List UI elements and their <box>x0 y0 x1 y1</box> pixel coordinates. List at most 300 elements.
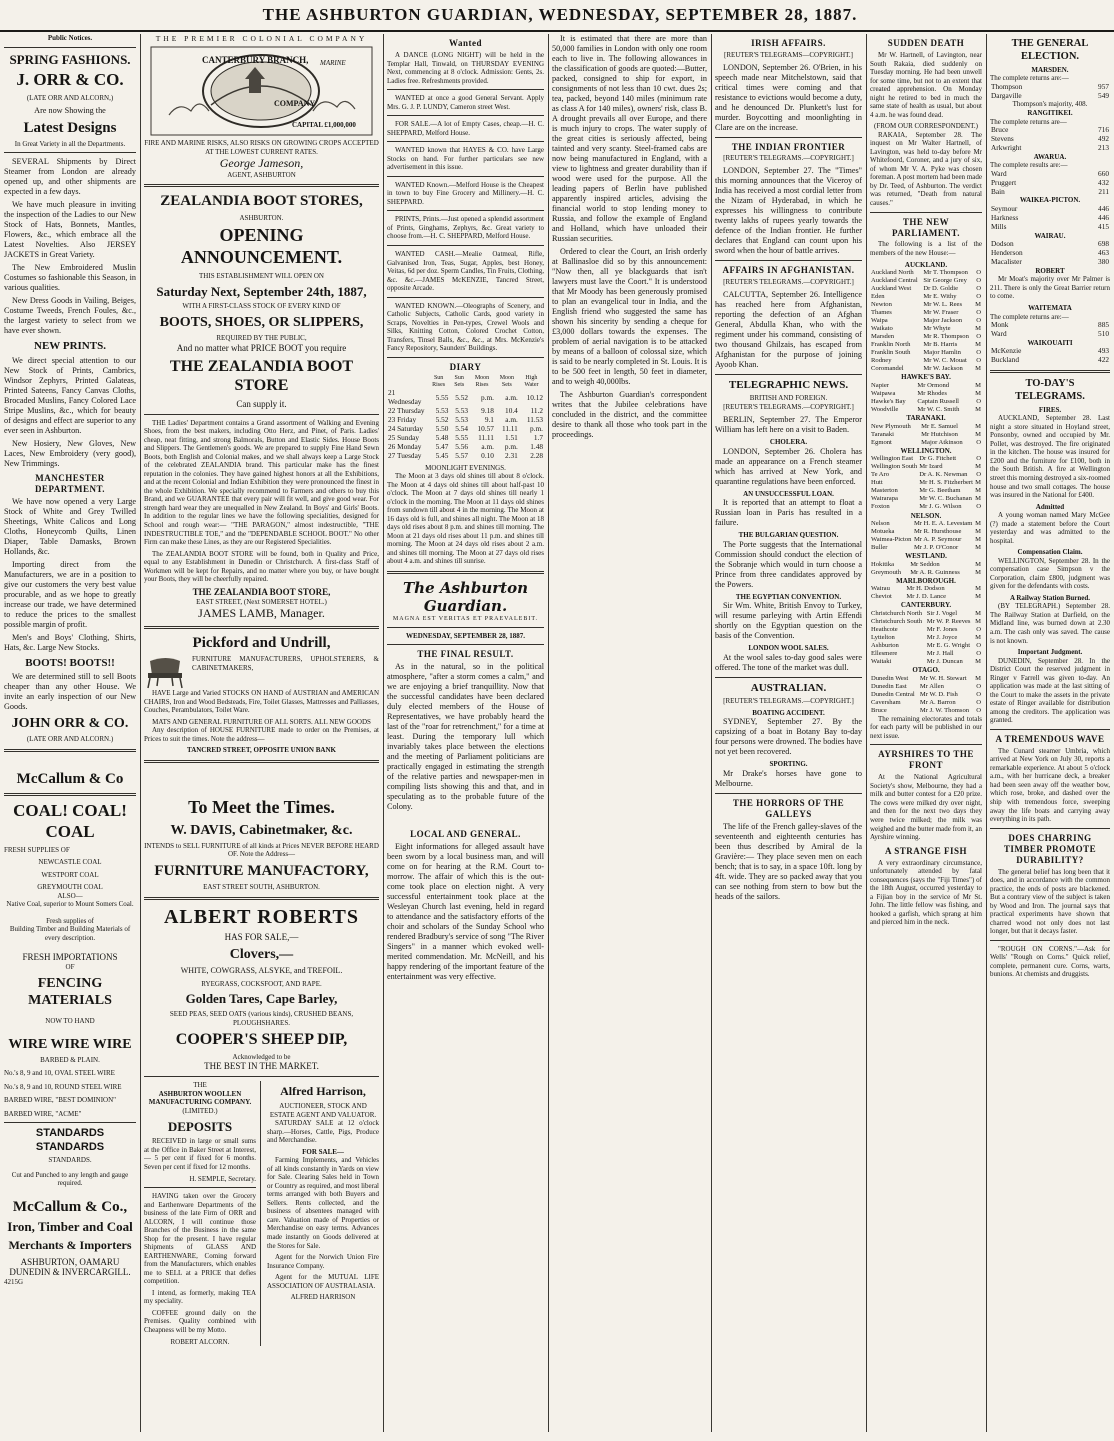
ad-paragraph: The New Embroidered Muslin Costumes so fashionable this Season, in various qualities. <box>4 263 136 293</box>
ad-headline: SPRING FASHIONS. <box>9 51 131 67</box>
parliament-row <box>870 658 982 666</box>
party-mark: M <box>975 463 981 471</box>
ad-text: EAST STREET, (Next SOMERSET HOTEL.) <box>196 597 327 606</box>
ad-paragraph: Farming Implements, and Vehicles of all kinds constantly in Yards on view for Sale. Clearing Sales held in Town or Country as required, and most liberal terms arranged with both Buyers and Sellers. Rents collected, and the business of absentees managed with care. Valuation made of Properties or Merchandise on easy terms. Advances made instantly on Goods delivered at the Stores for Sale. <box>267 1156 379 1250</box>
member-name: Major Jackson <box>923 317 963 325</box>
ad-paragraph: SATURDAY SALE at 12 o'clock sharp.—Horses, Cattle, Pigs, Produce and Merchandise. <box>267 1119 379 1145</box>
article-paragraph: LONDON, September 26. O'Brien, in his speech made near Mitchelstown, said that critical times were coming and that resistance to evictions would become a duty, and he denounced Dr. Plunkett's lust for murder. Boycotting and moonlighting in Clare are on the increase. <box>715 62 862 132</box>
article-paragraph: CALCUTTA, September 26. Intelligence has reached here from Afghanistan, reporting the defection of an Afghan General, Abdulla Khan, who with the regiment under his command, consisting of two thousand Ghilzais, has escaped from Afghanistan for the purpose of joining Ayoob Khan. <box>715 289 862 369</box>
electorate-name: Hawke's Bay <box>871 398 906 406</box>
ad-text: Native Coal, superior to Mount Somers Coal. <box>6 900 134 909</box>
electorate-name: Masterton <box>871 487 898 495</box>
party-mark: O <box>976 682 981 690</box>
parliament-region: WESTLAND. <box>905 552 947 561</box>
party-mark: O <box>976 333 981 341</box>
article-paragraph: The Cunard steamer Umbria, which arrived at New York on July 30, reports a remarkable experience. At about 5 o'clock a.m., with her hurricane deck, a breaker had been seen away off the weather bow, which rose, broke, and dashed over the ship with tremendous force, sweeping away the life boats and carrying away everything in its path. <box>990 746 1110 824</box>
party-mark: M <box>975 617 981 625</box>
article-paragraph: LONDON, September 27. The "Times" this morning announces that the Viceroy of India has received a most cordial letter from the Nizam of Hyderabad, in which he expresses his willingness to contribute twenty lakhs of rupees yearly towards the defence of the Indian frontier. He further declares that England can count upon his sword when the hour of battle arrives. <box>715 166 862 255</box>
divider <box>387 210 544 211</box>
ad-text: AUCTIONEER, STOCK AND ESTATE AGENT AND VALUATOR. <box>269 1102 377 1119</box>
ad-paragraph: Agent for the MUTUAL LIFE ASSOCIATION OF AUSTRALASIA. <box>267 1273 379 1290</box>
ad-text: (LIMITED.) <box>182 1107 218 1115</box>
ad-text: ALSO— <box>57 891 83 900</box>
ad-headline: COAL! COAL! COAL <box>13 801 127 841</box>
emblem-label: MARINE <box>320 59 346 68</box>
article-paragraph: It is estimated that there are more than 50,000 families in London with only one room each to live in. The following allowances in the classification of goods are quoted:—Butter, packed, consigned to ship for export, in consignments of not less than 10 cwt. dues 2s; tea, packed, beyond 140 miles (minimum rate as class A for 140 miles), owners' risk, class B. A drought prevails all over Europe, and there is much injury to crops. The water supply of the great cities is seriously affected, being tainted and very scanty. Steel-framed cabs are now being manufactured in England, with a view to lightness and greater durability than if wood were used for the purpose. All the leading papers of Berlin have published apparently inspired articles, advising the financial world to stop lending money to Russia, and follow the example of England and Holland, which have unloaded their Russian securities. <box>552 34 707 243</box>
parliament-region: CANTERBURY. <box>900 601 952 610</box>
member-name: Mr E. Samuel <box>921 422 958 430</box>
electorate-heading: WAIRAU. <box>1034 231 1066 240</box>
parliament-region: OTAGO. <box>912 666 940 675</box>
article-paragraph: Sir Wm. White, British Envoy to Turkey, will resume parleying with Artin Effendi shortly on the Egyptian question on the basis of the Convention. <box>715 601 862 641</box>
emblem-label: CANTERBURY BRANCH, <box>202 55 309 66</box>
ad-text: BARBED WIRE, "ACME" <box>4 1109 82 1118</box>
ad-text: DUNEDIN & INVERCARGILL. <box>9 1267 131 1278</box>
ad-subtitle: (LATE ORR AND ALCORN.) <box>26 735 114 744</box>
ad-text: WESTPORT COAL <box>41 870 99 879</box>
newspaper-motto: MAGNA EST VERITAS ET PRAEVALEBIT. <box>392 615 539 622</box>
member-name: Mr Whyte <box>923 325 951 333</box>
electorate-name: Motueka <box>871 528 895 536</box>
member-name: Dr G. Fitchett <box>919 455 957 463</box>
ad-paragraph: HAVING taken over the Grocery and Earthenware Departments of the business of the late Firm of ORR and ALCORN, I will continue those Branches of the Business in the same Shop for the present. I have regular Shipments of GLASS AND EARTHENWARE, Coming forward from the Manufacturers, which enables me to SELL at a PRICE that defies competition. <box>144 1192 256 1286</box>
diary-cell: 5.52 <box>435 415 449 425</box>
candidate-name: Monk <box>991 320 1009 330</box>
diary-cell: 1.48 <box>530 441 543 451</box>
article-subhead: AN UNSUCCESSFUL LOAN. <box>743 489 834 498</box>
member-name: Mr R. Thompson <box>923 333 969 341</box>
candidate-name: Buckland <box>991 355 1019 365</box>
ad-subtitle: In Great Variety in all the Departments. <box>14 139 126 148</box>
ad-firm-name: McCallum & Co <box>16 770 124 787</box>
ad-text: OF <box>65 963 75 972</box>
majority-note: Thompson's majority, 408. <box>1012 100 1088 109</box>
article-subhead: THE BULGARIAN QUESTION. <box>738 531 839 540</box>
divider <box>990 370 1110 373</box>
article-title: AFFAIRS IN AFGHANISTAN. <box>722 265 855 275</box>
article-subhead: LONDON WOOL SALES. <box>748 644 829 653</box>
classified-ad: WANTED KNOWN.—Oleographs of Scenery, and Catholic Subjects, Catholic Cards, good variety in Scraps, Novelties in Pen-types, Crewel Wools and Silks, Knitting Cotton, Colored Crochet Cotton, Transfers, Tinsel Balls, &c., &c., at Mrs. McKenzie's Fancy Repository, Saunders' Buildings. <box>387 301 544 353</box>
member-name: Sir J. Vogel <box>926 609 958 617</box>
ad-text: EAST STREET SOUTH, ASHBURTON. <box>203 883 320 892</box>
party-mark: M <box>975 487 981 495</box>
divider <box>990 729 1110 730</box>
diary-cell: 2.31 <box>505 450 518 460</box>
party-mark: O <box>976 285 981 293</box>
electorate-heading: MARSDEN. <box>1031 65 1069 74</box>
party-mark: O <box>976 650 981 658</box>
candidate-name: Ward <box>991 328 1007 338</box>
article-source: [REUTER'S TELEGRAMS.—COPYRIGHT.] <box>723 277 854 286</box>
member-name: Mr H. E. A. Levestam <box>913 520 973 528</box>
candidate-name: Dargaville <box>991 90 1022 100</box>
vote-count: 698 <box>1098 239 1109 249</box>
electorate-name: Auckland North <box>871 269 914 277</box>
vote-count: 213 <box>1098 142 1109 152</box>
member-name: Sir George Grey <box>923 277 967 285</box>
ad-headline: FOR SALE— <box>302 1147 344 1156</box>
parliament-row <box>870 317 982 325</box>
classified-ad: WANTED CASH.—Mealie Oatmeal, Rifle, Galvanised Iron, Teas, Sugar, Apples, best Honey, Veitas, 6d per doz. Sperm Candles, Tin Fruits, Clothing, &c. &c.—JAMES McKENZIE, Tancred Street, opposite Arcade. <box>387 250 544 293</box>
parliament-row <box>870 341 982 349</box>
electorate-name: Waimea-Picton <box>871 536 912 544</box>
column-rule <box>866 34 867 1432</box>
parliament-row <box>870 333 982 341</box>
vote-count: 549 <box>1098 90 1109 100</box>
result-note: The complete results are:— <box>990 161 1068 170</box>
article-paragraph: DUNEDIN, September 28. In the District Court the reserved judgment in Ringer v Farrell was given to-day. An application was made at the last sitting of the Court to make the assets in the private estate of Ringer available for distribution among the creditors. The application was granted. <box>990 656 1110 725</box>
electorate-name: Coromandel <box>871 365 904 373</box>
ad-paragraph: The ZEALANDIA BOOT STORE will be found, both in Quality and Price, equal to any Establishment in Dunedin or Christchurch. A first-class Staff of Workmen will be kept for Repairs, and no matter where you buy, or have bought your Boots, they will be cheerfully repaired. <box>144 549 379 584</box>
member-name: Mr F. Jones <box>926 625 958 633</box>
ad-text: AGENT, ASHBURTON <box>227 170 296 179</box>
divider <box>387 245 544 246</box>
party-mark: M <box>975 544 981 552</box>
member-name: Mr W. D. Fish <box>919 690 958 698</box>
party-mark: M <box>975 536 981 544</box>
electorate-name: Bruce <box>871 706 887 714</box>
electorate-name: Thames <box>871 309 892 317</box>
electorate-name: Newton <box>871 301 892 309</box>
ad-paragraph: THE Ladies' Department contains a Grand assortment of Walking and Evening Shoes, from the best makers, including Otto Herz, and Pinet, of Paris. Ladies' cheap, neat fitting, and strong Balmorals, Button and Elastic Sides. House Boots and Slippers. The Gentlemen's goods. We are prepared to supply Fine Hand Sewn Boots, both English and Colonial makes, and we shall always keep a Large Stock of the celebrated ZEALANDIA brand. This particular make has the finest reputation in the colonies. They have gained highest honors at all the Exhibitions, and at the recent Colonial and Indian Exhibition they were pronounced the finest in the whole Exhibition. We specially recommend to Farmers and others to buy this Brand, and we GUARANTEE that every pair will fit well, and give good wear. For strength hard wear they are unequalled in New Zealand. In Boys' and Girls' Boots. In addition to the regular lines we have the following specialities, designed for School and rough wear:— "THE PARAGON," almost indestructible, "THE INDESTRUCTIBLE TOE," and the "DEPENDABLE SCHOOL BOOT." No other Firm can make these Lines, as they are our Registered Specialities. <box>144 418 379 547</box>
electorate-heading: RANGITIKEI. <box>1027 108 1073 117</box>
parliament-row <box>870 544 982 552</box>
harrison-ad <box>267 1081 379 1346</box>
article-title: TO-DAY'S TELEGRAMS. <box>1015 378 1085 402</box>
ad-headline: Iron, Timber and Coal <box>7 1219 133 1235</box>
result-note: The complete returns are:— <box>990 312 1069 321</box>
article-title: AUSTRALIAN. <box>750 681 827 694</box>
divider <box>4 749 136 752</box>
diary-cell: 1.51 <box>505 432 518 442</box>
ad-headline: ASHBURTON WOOLLEN MANUFACTURING COMPANY. <box>148 1089 252 1107</box>
member-name: Mr W. C. Buchanan <box>919 495 972 503</box>
ad-firm-name: McCallum & Co., <box>12 1198 128 1215</box>
ad-text: TANCRED STREET, OPPOSITE UNION BANK <box>187 746 336 755</box>
diary-cell: 10.12 <box>526 392 543 402</box>
ad-firm-name: JOHN ORR & CO. <box>11 716 129 732</box>
diary-cell: 5.55 <box>435 392 449 402</box>
party-mark: M <box>975 568 981 576</box>
member-name: Mr W. Jackson <box>923 365 963 373</box>
party-mark: O <box>976 471 981 479</box>
parliament-row <box>870 285 982 293</box>
article-paragraph: Mr Moat's majority over Mr Palmer is 211. There is only the Great Barrier return to come. <box>990 275 1110 301</box>
diary-cell: 23 Friday <box>388 415 417 425</box>
divider <box>715 137 862 138</box>
ad-paragraph: New Hosiery, New Gloves, New Laces, New Embroidery (very good), New Trimmings. <box>4 438 136 468</box>
ad-text: GREYMOUTH COAL <box>37 883 103 892</box>
electorate-name: Dunedin East <box>871 682 907 690</box>
ad-text: NEWCASTLE COAL <box>38 858 102 867</box>
article-source: [REUTER'S TELEGRAMS.—COPYRIGHT.] <box>723 154 854 163</box>
article-title: LOCAL AND GENERAL. <box>410 828 521 839</box>
diary-cell: 10.4 <box>505 406 518 416</box>
parliament-row <box>870 536 982 544</box>
diary-cell: 1.7 <box>533 432 543 442</box>
party-mark: M <box>975 658 981 666</box>
parliament-row <box>870 707 982 715</box>
member-name: Mr E. Withy <box>923 293 957 301</box>
article-paragraph: Ordered to clear the Court, an Irish orderly at Ballinasloe did so by this announcement: "Now then, all ye blackguards that isn't lawyers must lave the Coort." It is understood that Mr Moody has been generously promised to plan an evangelical tour in India, and the English friend who suggested the same has shown his sincerity by sending a cheque for £3,000 dollars towards the expenses. The problem of aerial navigation is to be attacked by means of a balloon of colossal size, which is said to be nearly completed in St. Louis. It is to be 500 feet in length, 50 feet in diameter, and to weigh 40,000lbs. <box>552 247 707 386</box>
divider <box>4 152 136 153</box>
article-paragraph: It is reported that an attempt to float a Russian loan in Paris has resulted in a failure. <box>715 498 862 528</box>
parliament-row <box>870 528 982 536</box>
parliament-region: MARLBOROUGH. <box>896 576 956 585</box>
article-source: (FROM OUR CORRESPONDENT.) <box>874 122 978 131</box>
ad-text: No.'s 8, 9 and 10, OVAL STEEL WIRE <box>4 1069 115 1078</box>
article-subhead: Admitted <box>1035 502 1065 511</box>
divider <box>715 260 862 261</box>
ad-agent-name: George Jameson, <box>219 156 304 171</box>
ad-headline: Merchants & Importers <box>8 1237 132 1252</box>
diary-cell: a.m. <box>505 415 518 425</box>
divider <box>715 374 862 375</box>
article-source: [REUTER'S TELEGRAMS.—COPYRIGHT.] <box>723 403 854 412</box>
candidate-name: Bain <box>991 186 1005 196</box>
parliament-region: TARANAKI. <box>906 414 946 423</box>
masthead <box>0 0 1114 32</box>
candidate-name: Ward <box>991 168 1007 178</box>
vote-count: 446 <box>1098 203 1109 213</box>
article-title: THE FINAL RESULT. <box>417 649 514 660</box>
party-mark: M <box>975 390 981 398</box>
party-mark: M <box>975 520 981 528</box>
classified-ad: FOR SALE.—A lot of Empty Cases, cheap.—H. C. SHEPPARD, Melford House. <box>387 120 544 137</box>
ad-text: ASHBURTON. <box>239 213 284 222</box>
party-mark: M <box>975 430 981 438</box>
article-title: A TREMENDOUS WAVE <box>995 733 1105 744</box>
divider <box>387 571 544 574</box>
electorate-name: Marsden <box>871 333 895 341</box>
result-table <box>990 205 1110 232</box>
classified-ad: WANTED Known.—Melford House is the Cheapest in town to buy Fine Grocery and Millinery.—H. C. SHEPPARD. <box>387 180 544 206</box>
result-row <box>990 321 1110 330</box>
column-public-notices <box>4 34 136 1432</box>
electorate-heading: WAITEMATA <box>1028 303 1072 312</box>
diary-cell: 5.56 <box>455 441 469 451</box>
article-paragraph: At the wool sales to-day good sales were offered. The tone of the market was dull. <box>715 652 862 672</box>
parliament-row <box>870 439 982 447</box>
diary-cell: 24 Saturday <box>388 424 424 433</box>
ad-paragraph: Men's and Boys' Clothing, Shirts, Hats, &c. Large New Stocks. <box>4 632 136 652</box>
divider <box>387 357 544 358</box>
ad-headline: Saturday Next, September 24th, 1887, <box>156 283 367 299</box>
party-mark: O <box>976 625 981 633</box>
issue-date: WEDNESDAY, SEPTEMBER 28, 1887. <box>406 631 525 640</box>
diary-header-cell: Sun Rises <box>432 374 446 389</box>
parliament-region: NELSON. <box>910 511 942 520</box>
diary-header-cell: Sun Sets <box>454 374 465 389</box>
ad-text: ASHBURTON, OAMARU <box>20 1256 120 1267</box>
article-subhead: A Railway Station Burned. <box>1009 593 1091 602</box>
diary-cell: 9.18 <box>481 406 494 416</box>
article-paragraph: Eight informations for alleged assault have been sworn by a local business man, and will come on for hearing at the R.M. Court to-morrow. The affair of which this is the out-come took place on election night. A very successful entertainment took place at the Wesleyan Church last evening, held in regard to attendance and the satisfactory efforts of the choir and scholars of the Sunday School who rendered Bradbury's service of song "The River Singers" in a manner which evoked well-merited commendation. Mr. McNeill, and his happy rendering of the important feature of the entertainment was very effective. <box>387 841 544 981</box>
party-mark: O <box>976 690 981 698</box>
party-mark: O <box>976 293 981 301</box>
column-advertisements <box>144 34 379 1432</box>
election-results <box>990 66 1110 276</box>
parliament-row <box>870 325 982 333</box>
section-label: Public Notices. <box>47 34 93 42</box>
candidate-name: Arkwright <box>991 142 1022 152</box>
parliament-row <box>870 610 982 618</box>
article-title: AYRSHIRES TO THE FRONT <box>878 749 974 771</box>
result-row <box>990 144 1110 153</box>
masthead-title: THE ASHBURTON GUARDIAN, WEDNESDAY, SEPTEMBER 28, 1887. <box>262 5 858 24</box>
ad-paragraph: RECEIVED in large or small sums at the Office in Baker Street at Interest,— 5 per cent if fixed for 6 months. Seven per cent if fixed for 12 months. <box>144 1137 256 1171</box>
result-note: The complete returns are:— <box>990 74 1069 83</box>
diary-cell: 5.53 <box>435 406 449 416</box>
parliament-row <box>870 382 982 390</box>
party-mark: O <box>976 642 981 649</box>
member-name: Mr Ormond <box>917 382 950 389</box>
parliament-region: WELLINGTON. <box>900 446 952 455</box>
parliament-row <box>870 455 982 463</box>
party-mark: M <box>975 528 981 536</box>
column-rule <box>140 34 141 1432</box>
diary-cell: 5.55 <box>455 432 469 442</box>
article-title: THE INDIAN FRONTIER <box>731 141 846 152</box>
vote-count: 957 <box>1098 81 1109 91</box>
electorate-name: Eden <box>871 293 885 301</box>
ad-text: Building Timber and Building Materials of every description. <box>9 925 131 942</box>
party-mark: M <box>975 585 981 593</box>
ad-text: FURNITURE MANUFACTURERS, UPHOLSTERERS, & CABINETMAKERS, <box>192 655 379 672</box>
diary-cell: 26 Monday <box>388 441 422 451</box>
electorate-name: Auckland Central <box>871 277 918 285</box>
member-name: Mr J. W. Thomson <box>919 706 970 714</box>
diary-heading: DIARY <box>449 361 482 372</box>
diary-cell: 11.2 <box>530 406 543 416</box>
diary-cell: 10.57 <box>477 424 494 433</box>
party-mark: O <box>976 357 981 365</box>
divider <box>990 828 1110 829</box>
candidate-name: Seymour <box>991 203 1018 213</box>
article-subhead: FIRES. <box>1038 405 1062 414</box>
ad-headline: FRESH IMPORTATIONS <box>22 952 118 963</box>
ad-firm-name: J. ORR & CO. <box>16 70 124 90</box>
electorate-name: Heathcote <box>871 625 898 633</box>
divider <box>4 1122 136 1123</box>
parliament-table <box>870 675 982 715</box>
divider <box>387 297 544 298</box>
parliament-row <box>870 699 982 707</box>
diary-cell: 22 Thursday <box>388 406 425 416</box>
ad-text: MATS AND GENERAL FURNITURE OF ALL SORTS. ALL NEW GOODS <box>152 717 371 726</box>
member-name: Mr J. Duncan <box>926 658 963 666</box>
member-name: Mr W. P. Reeves <box>926 617 971 625</box>
party-mark: O <box>976 349 981 357</box>
parliament-row <box>870 683 982 691</box>
parliament-row <box>870 642 982 650</box>
article-paragraph: The following is a list of the members of the new House:— <box>870 240 982 257</box>
ad-paragraph: New Dress Goods in Vailing, Beiges, Costume Tweeds, French Foules, &c., the largest variety to select from we have ever shown. <box>4 296 136 336</box>
newspaper-nameplate: The Ashburton Guardian. <box>403 578 528 616</box>
parliament-row <box>870 495 982 503</box>
section-heading: MOONLIGHT EVENINGS. <box>425 463 506 472</box>
parliament-row <box>870 561 982 569</box>
article-title: IRISH AFFAIRS. <box>751 38 826 48</box>
candidate-name: Harkness <box>991 212 1019 222</box>
electorate-name: Buller <box>871 544 888 552</box>
parliament-table <box>870 561 982 577</box>
result-row <box>990 223 1110 232</box>
candidate-name: Stevens <box>991 133 1014 143</box>
member-name: Mr R. Hursthouse <box>913 528 962 536</box>
ad-text: REQUIRED BY THE PUBLIC, <box>216 334 307 343</box>
electorate-name: Waipawa <box>871 390 896 398</box>
electorate-name: Christchurch South <box>871 617 923 625</box>
member-name: Major Hamlin <box>923 349 961 357</box>
electorate-name: Foxton <box>871 503 890 511</box>
divider <box>144 1187 256 1188</box>
ad-paragraph: Importing direct from the Manufacturers, we are in a position to give our customers the very best value procurable, and as we hope to greatly increase our trade, we have determined to reduce the prices to the smallest possible margin of profit. <box>4 559 136 629</box>
ad-signature: H. SEMPLE, Secretary. <box>189 1174 256 1183</box>
candidate-name: Bruce <box>991 125 1009 135</box>
result-table <box>990 170 1110 197</box>
party-mark: M <box>975 593 981 601</box>
article-subhead: BOATING ACCIDENT. <box>752 708 825 717</box>
result-table <box>990 83 1110 101</box>
member-name: Mr Hutchison <box>921 430 958 438</box>
member-name: Mr E. G. Wright <box>926 642 971 649</box>
ad-text: Cut and Punched to any length and gauge required. <box>11 1170 129 1188</box>
ad-headline: BOOTS, SHOES, OR SLIPPERS, <box>159 315 364 331</box>
ad-text: HAS FOR SALE,— <box>224 932 299 943</box>
article-paragraph: The Moon at 3 days old shines till about 8 o'clock. The Moon at 4 days old shines till about half-past 10 o'clock. The Moon at 7 days old shines till nearly 1 o'clock in the morning. The Moon at 11 days old shines from sundown till about 4 in the morning. The Moon at 16 days old is full, and shines all night. The Moon at 18 days old rises about 8 p.m. and shines till morning. The Moon at 21 days old rises about 11 p.m. and shines till morning. The Moon at 24 days old rises about 2 a.m. and shines till morning. The Moon at 27 days old rises about 4 a.m. and shines till sunrise. <box>387 472 544 566</box>
article-title: SUDDEN DEATH <box>887 38 965 48</box>
woollen-company-ad <box>144 1081 261 1346</box>
column-telegrams <box>715 34 862 1432</box>
electorate-name: Egmont <box>871 438 892 446</box>
electorate-name: Napier <box>871 382 889 389</box>
parliament-row <box>870 650 982 658</box>
result-table <box>990 347 1110 365</box>
party-mark: M <box>975 365 981 373</box>
member-name: Mr Izard <box>919 463 943 471</box>
vote-count: 446 <box>1098 212 1109 222</box>
divider <box>387 644 544 645</box>
article-paragraph: As in the natural, so in the political atmosphere, "after a storm comes a calm," and we are enjoying a brief tranquillity. Now that the successful candidates have been declared duly elected members of the House of Representatives, we have probably heard the last of the "roar for retrenchment," for a time at least. During the temporary lull which invariably takes place between the elections and the meeting of Parliament politicians are practically engaged in estimating the strength of the relative parties and newspaper-men in compiling lists showing this and that, and in speculating as to the probable future of the Colony. <box>387 662 544 812</box>
member-name: Mr J. Joyce <box>926 633 958 641</box>
article-paragraph: Mr W. Hartnell, of Lavington, near South Rakaia, died suddenly on Tuesday morning. He had been unwell for some time, but not to an extent that created apprehension. On Monday night he retired to bed in much the same state of health as usual, but about 4 a.m. he was found dead. <box>870 50 982 119</box>
classified-ad: WANTED known that HAYES & CO. have Large Stocks on hand. For further particulars see new advertisement in this issue. <box>387 146 544 172</box>
vote-count: 463 <box>1098 248 1109 258</box>
ad-text: FIRE AND MARINE RISKS, ALSO RISKS ON GROWING CROPS ACCEPTED AT THE LOWEST CURRENT RATES. <box>144 139 379 156</box>
parliament-row <box>870 487 982 495</box>
electorate-name: Christchurch North <box>871 609 923 617</box>
electorate-name: Nelson <box>871 520 890 528</box>
result-table <box>990 126 1110 153</box>
candidate-name: Dodson <box>991 239 1014 249</box>
emblem-label: CAPITAL £1,000,000 <box>292 121 356 130</box>
ad-text: No.'s 8, 9 and 10, ROUND STEEL WIRE <box>4 1082 122 1091</box>
party-mark: M <box>975 609 981 617</box>
article-title: A STRANGE FISH <box>884 845 968 856</box>
divider <box>870 744 982 745</box>
ad-headline: ZEALANDIA BOOT STORES, <box>160 193 363 210</box>
divider <box>144 414 379 415</box>
article-continuation <box>387 815 544 824</box>
party-mark: M <box>975 341 981 349</box>
diary-cell: 5.53 <box>455 406 469 416</box>
ad-text: INTENDS to SELL FURNITURE of all kinds at Prices NEVER BEFORE HEARD OF. Note the Address— <box>144 841 379 859</box>
vote-count: 422 <box>1098 355 1109 365</box>
article-subhead: Important Judgment. <box>1017 648 1083 657</box>
election-results <box>990 304 1110 365</box>
member-name: Mr J. D. Lance <box>906 593 947 601</box>
